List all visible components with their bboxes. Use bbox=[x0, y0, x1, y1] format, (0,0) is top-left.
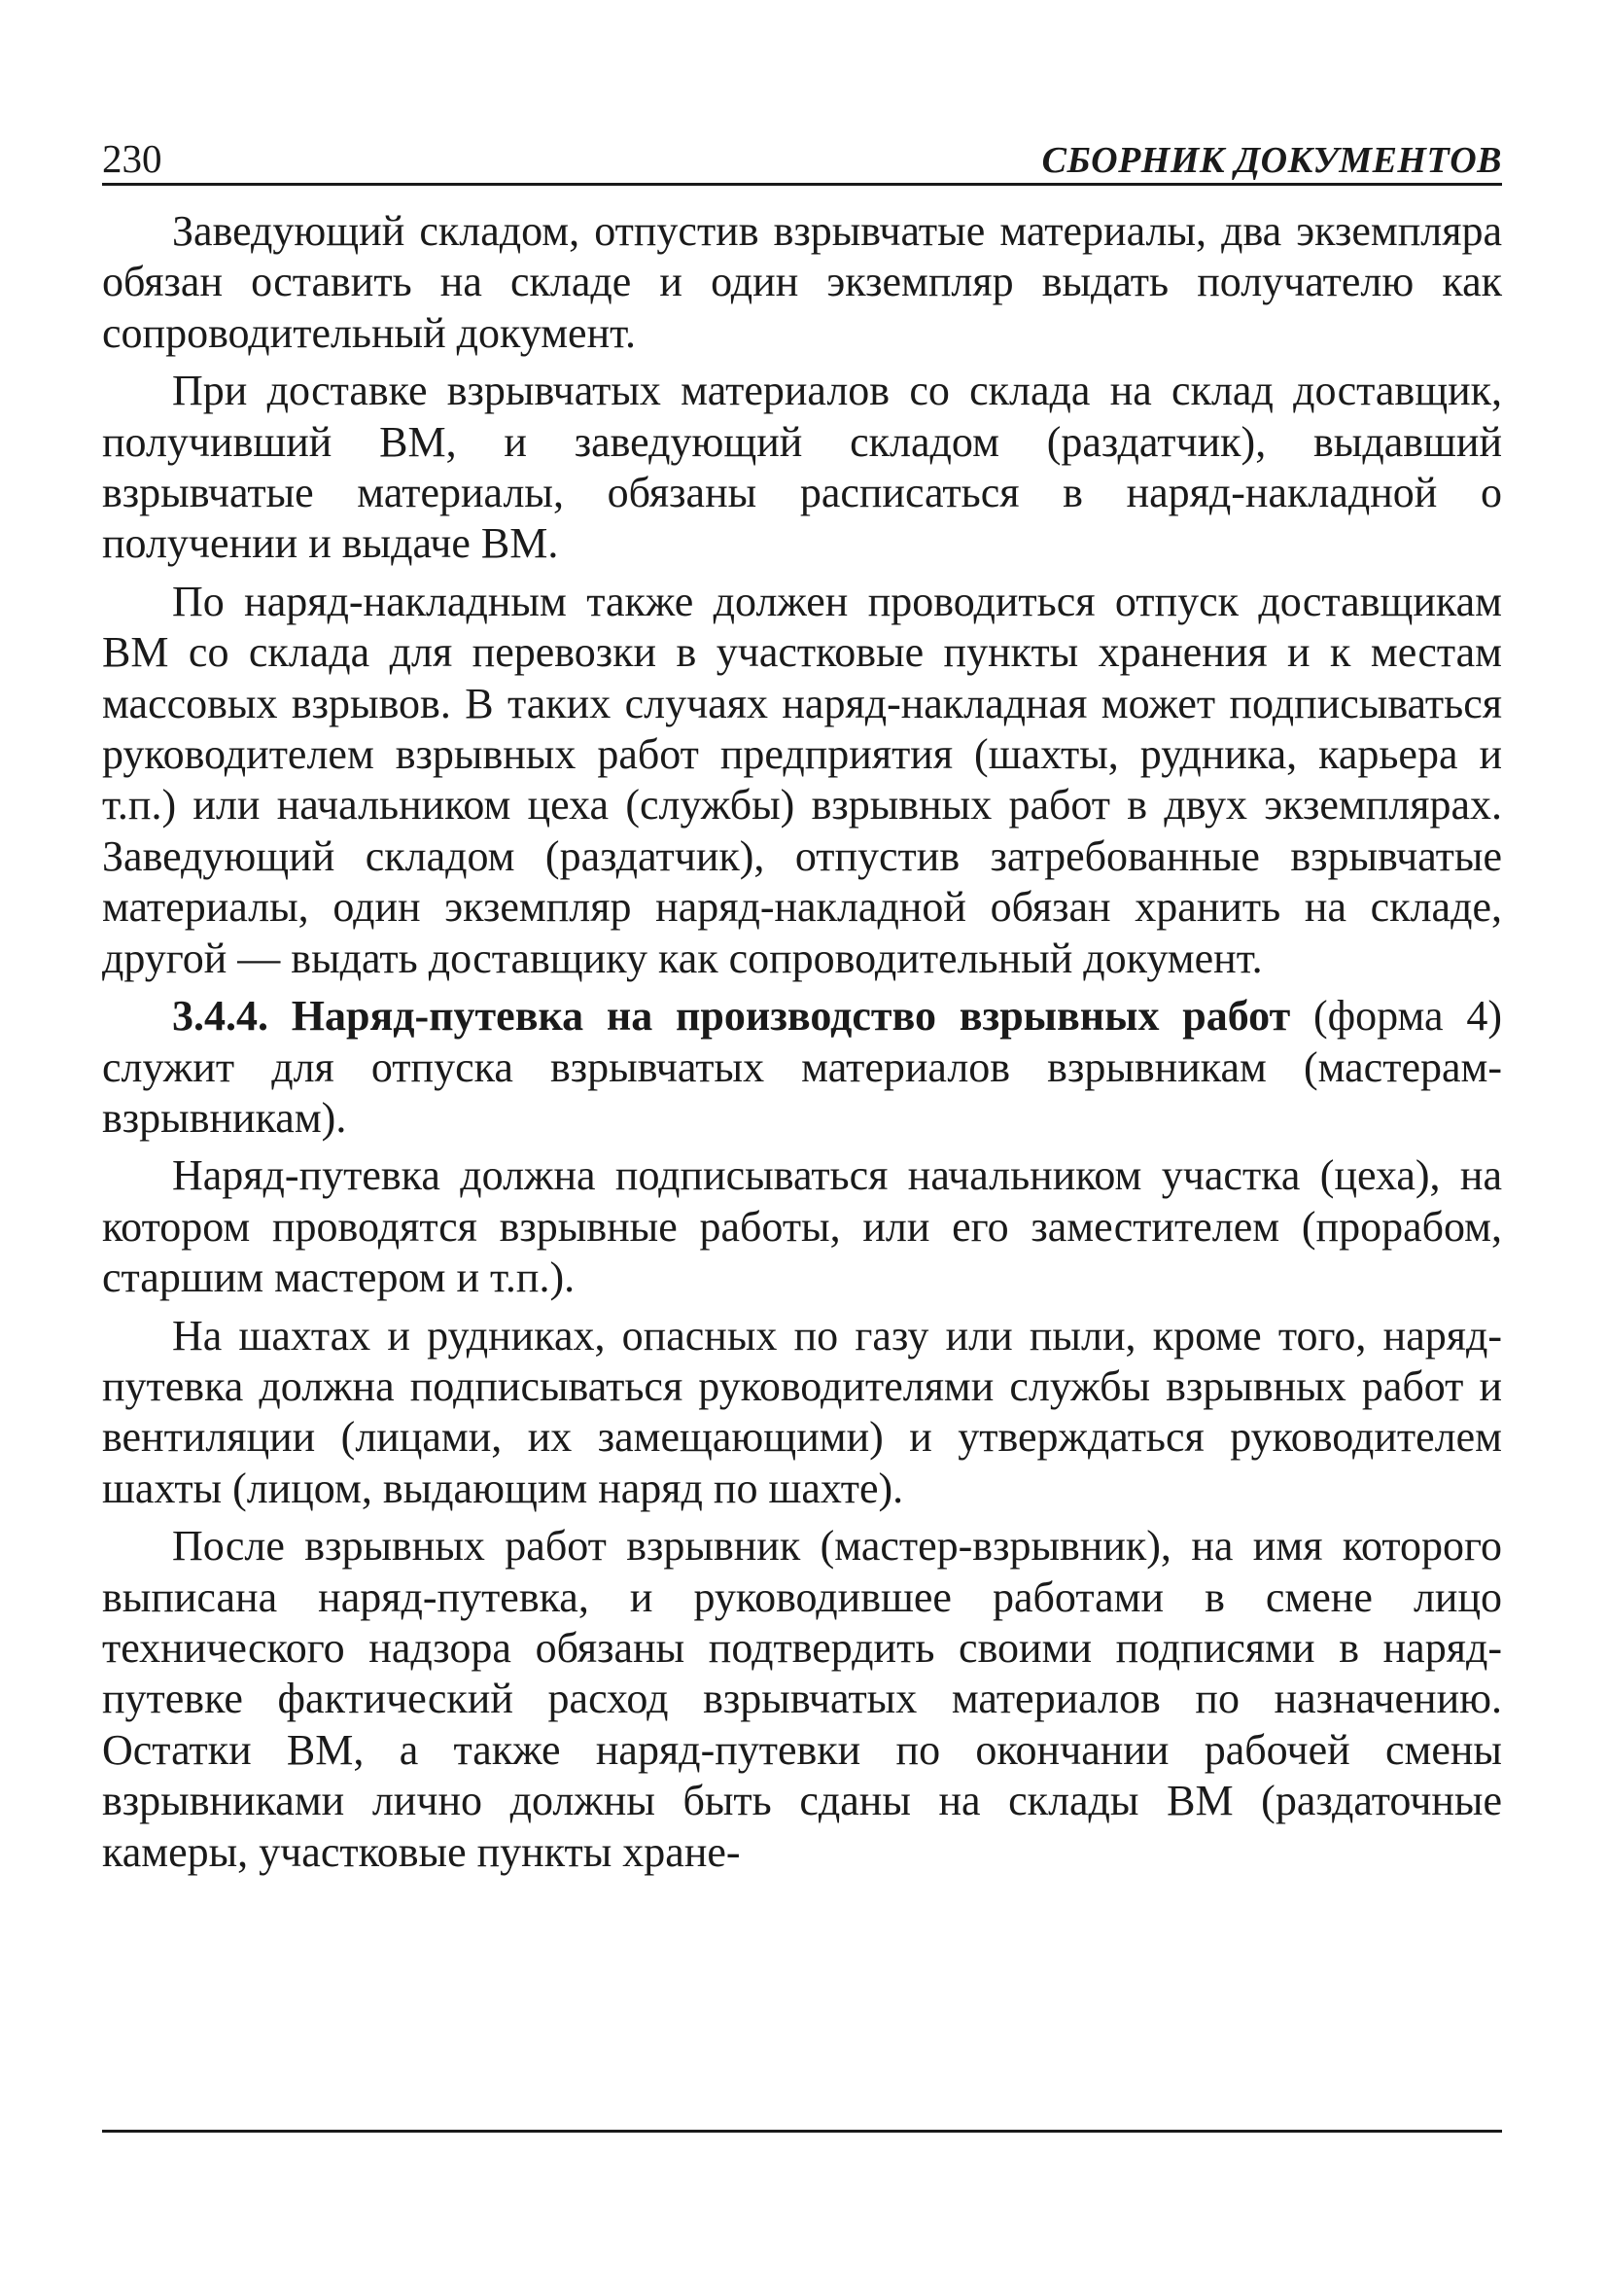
paragraph-text: При доставке взрывчатых материалов со склада на склад доставщик, получивший ВМ, и заведующий складом (раздатчик), выдавший взрывчатые материалы, обязаны расписаться в наряд-накладной о получении и выдаче ВМ. bbox=[102, 367, 1502, 568]
paragraph-text: Наряд-путевка должна подписываться начальником участка (цеха), на котором проводятся взрывные работы, или его заместителем (прорабом, старшим мастером и т.п.). bbox=[102, 1151, 1502, 1302]
paragraph bbox=[102, 1521, 1502, 1878]
running-title: СБОРНИК ДОКУМЕНТОВ bbox=[1041, 140, 1502, 181]
paragraph-text: На шахтах и рудниках, опасных по газу или пыли, кроме того, наряд-путевка должна подписываться руководителями службы взрывных работ и вентиляции (лицами, их замещающими) и утверждаться руководителем шахты (лицом, выдающим наряд по шахте). bbox=[102, 1311, 1502, 1512]
paragraph-text: По наряд-накладным также должен проводиться отпуск доставщикам ВМ со склада для перевозки в участковые пункты хранения и к местам массовых взрывов. В таких случаях наряд-накладная может подписываться руководителем взрывных работ предприятия (шахты, рудника, карьера и т.п.) или начальником цеха (службы) взрывных работ в двух экземплярах. Заведующий складом (раздатчик), отпустив затребованные взрывчатые материалы, один экземпляр наряд-накладной обязан хранить на складе, другой — выдать доставщику как сопроводительный документ. bbox=[102, 577, 1502, 982]
section-heading: 3.4.4. Наряд-путевка на производство взрывных работ bbox=[172, 992, 1291, 1041]
paragraph-text: Заведующий складом, отпустив взрывчатые материалы, два экземпляра обязан оставить на складе и один экземпляр выдать получателю как сопроводительный документ. bbox=[102, 207, 1502, 357]
page-number: 230 bbox=[102, 136, 162, 181]
footer-rule bbox=[102, 2130, 1502, 2133]
page-header bbox=[102, 132, 1502, 186]
paragraph-text: (форма 4) служит для отпуска взрывчатых материалов взрывникам (мастерам-взрывникам). bbox=[102, 992, 1502, 1142]
paragraph bbox=[102, 1311, 1502, 1515]
body-text bbox=[102, 206, 1502, 1885]
paragraph bbox=[102, 206, 1502, 359]
paragraph bbox=[102, 366, 1502, 570]
section-paragraph bbox=[102, 991, 1502, 1144]
paragraph bbox=[102, 577, 1502, 984]
paragraph bbox=[102, 1150, 1502, 1303]
paragraph-text: После взрывных работ взрывник (мастер-взрывник), на имя которого выписана наряд-путевка, и руководившее работами в смене лицо технического надзора обязаны подтвердить своими подписями в наряд-путевке фактический расход взрывчатых материалов по назначению. Остатки ВМ, а также наряд-путевки по окончании рабочей смены взрывниками лично должны быть сданы на склады ВМ (раздаточные камеры, участковые пункты хране- bbox=[102, 1522, 1502, 1876]
